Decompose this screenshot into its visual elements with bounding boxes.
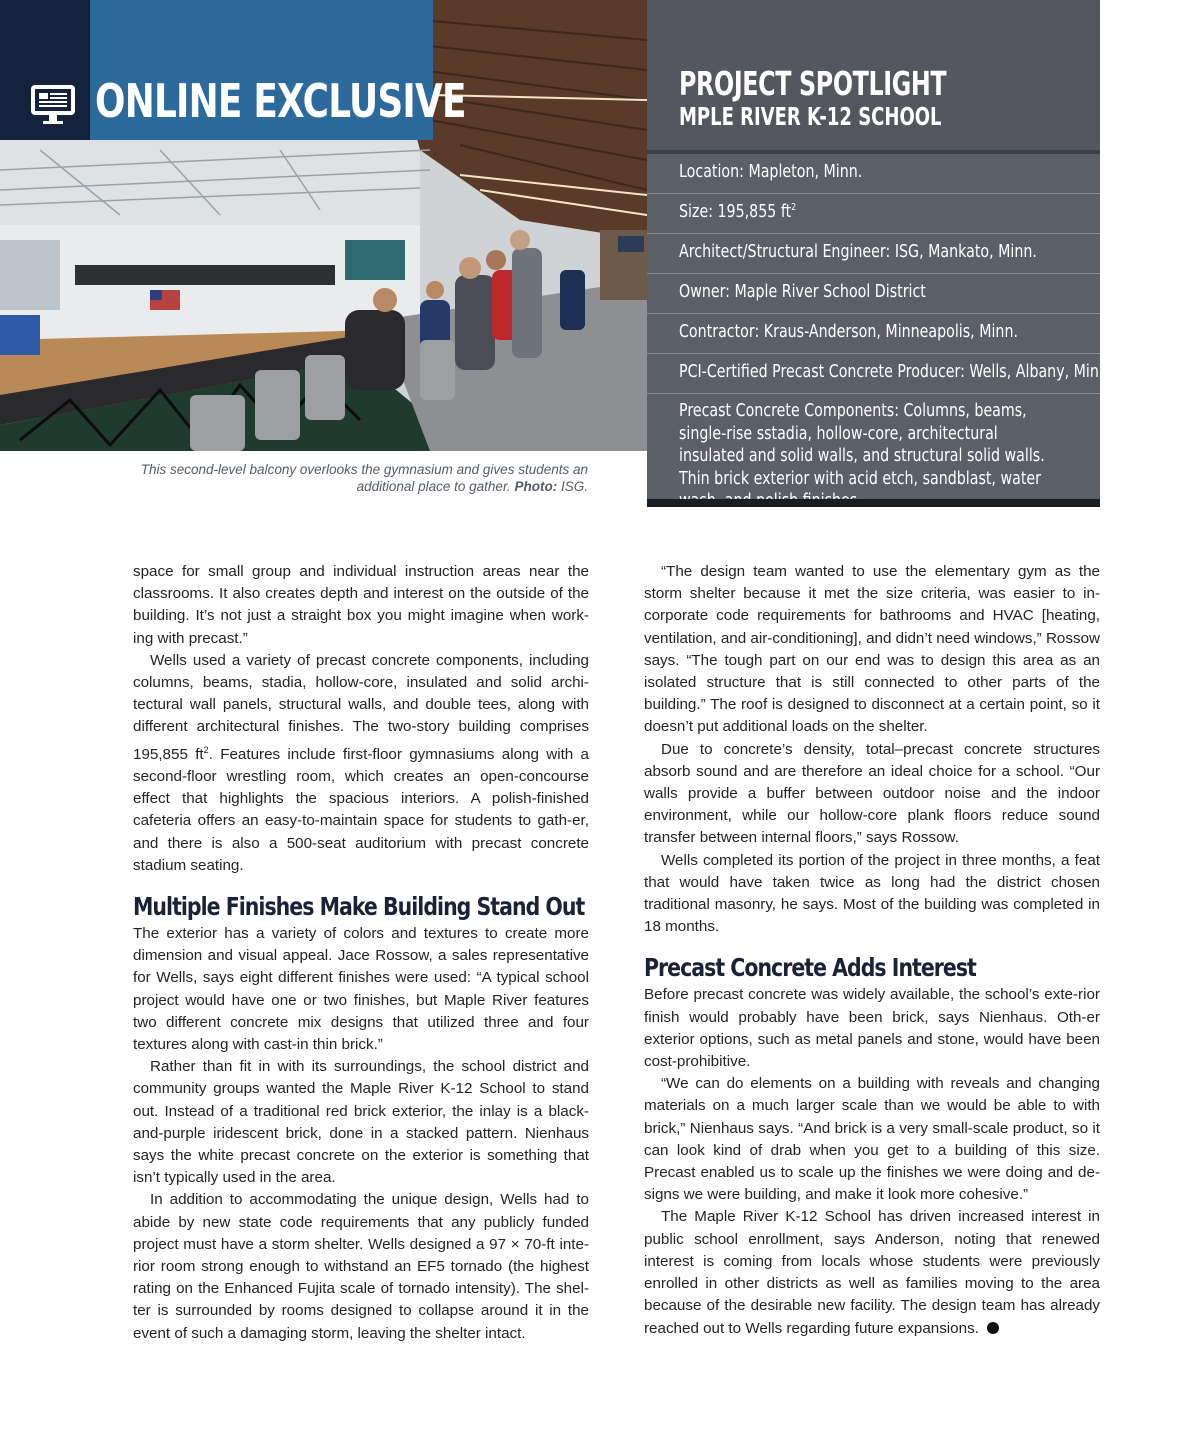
paragraph: Rather than fit in with its surroundings, the school district and community groups wanted the Maple River K-12 School to stand out. Instead of a traditional red brick exterior, the inlay is a black-and-purple iridescent brick, done in a stacked pattern. Nienhaus says the white precast concrete on the exterior is something that isn’t typically used in the area. [133,1058,589,1187]
caption-text: This second-level balcony overlooks the gymnasium and gives students an additional place to gather. [140,462,588,494]
caption-credit-label: Photo: [514,479,558,494]
paragraph: Due to concrete’s density, total–precast concrete structures absorb sound and are therefore an ideal choice for a school. “Our walls provide a buffer between outdoor noise and the indoor environment, while our hollow-core plank floors reduce sound transfer between internal floors,” says Rossow. [644,740,1100,847]
fact-owner-text: Owner: Maple River School District [679,281,926,302]
fact-producer [647,354,1113,394]
fact-size [647,194,1100,234]
paragraph: In addition to accommodating the unique design, Wells had to abide by new state code requirements that any publicly funded project must have a storm shelter. Wells designed a 97 × 70-ft inte-rior room strong enough to withstand an EF5 tornado (the highest rating on the Enhanced Fujita scale of tornado intensity). The shel-ter is surrounded by rooms designed to collapse around it in the event of such a damaging storm, leaving the shelter intact. [133,1191,589,1342]
fact-location [647,154,1100,194]
area-exponent: 2 [203,744,209,755]
size-value: Size: 195,855 ft [679,201,792,222]
right-column [644,561,1100,1340]
paragraph-last [644,1206,1100,1339]
paragraph-part: Wells used a variety of precast concrete components, including columns, beams, stadia, hollow-core, insulated and solid archi-tectural wall panels, structural walls, and double tees, along with different architectural finishes. The two-story building comprises 195,855 ft [133,651,589,763]
fact-contractor [647,314,1100,354]
paragraph: The exterior has a variety of colors and textures to create more dimension and visual appeal. Jace Rossow, a sales representative for Wells, says eight different finishes were used: “A typical school project would have one or two finishes, but Maple River features two different concrete mix designs that utilized three and four textures along with cast-in thin brick.” [133,924,589,1053]
paragraph: “The design team wanted to use the elementary gym as the storm shelter because it met the size criteria, was easier to in-corporate code requirements for bathrooms and HVAC [heating, ventilation, and air-conditioning], and didn’t need windows,” Rossow says. “The tough part on our end was to design this area as an isolated structure that is still connected to other parts of the building.” The roof is designed to disconnect at a certain point, so it doesn’t put additional loads on the shelter. [644,563,1100,736]
section-heading-finishes: Multiple Finishes Make Building Stand Out [133,891,585,921]
project-spotlight-panel [647,0,1113,507]
spotlight-heading: PROJECT SPOTLIGHT [679,64,947,103]
spotlight-subheading: MPLE RIVER K-12 SCHOOL [679,102,942,131]
online-exclusive-banner [0,0,466,140]
photo-caption [128,461,588,495]
paragraph-part: . Features include first-floor gymnasiums along with a second-floor wrestling room, which creates an open-concourse effect that highlights the spacious interiors. A polish-finished cafeteria offers an easy-to-maintain space for students to gath-er, and there is also a 500-seat auditorium with precast concrete stadium seating. [133,745,590,874]
fact-owner [647,274,1100,314]
banner-title: ONLINE EXCLUSIVE [95,74,466,128]
fact-architect-text: Architect/Structural Engineer: ISG, Mankato, Minn. [679,241,1037,262]
spotlight-bottom-bar [647,499,1100,507]
fact-producer-text: PCI-Certified Precast Concrete Producer: Wells, Albany, Minn. [679,361,1113,382]
paragraph: space for small group and individual instruction areas near the classrooms. It also creates depth and interest on the outside of the building. It’s not just a straight box you might imagine when work-ing with precast.” [133,563,589,647]
paragraph: Wells completed its portion of the project in three months, a feat that would have taken twice as long had the district chosen traditional masonry, he says. Most of the building was completed in 18 months. [644,851,1100,936]
fact-contractor-text: Contractor: Kraus-Anderson, Minneapolis, Minn. [679,321,1018,342]
paragraph [133,650,589,877]
left-column [133,561,589,1345]
fact-architect [647,234,1100,274]
fact-location-text: Location: Mapleton, Minn. [679,161,863,182]
section-heading-interest: Precast Concrete Adds Interest [644,953,976,983]
spotlight-header [647,0,1100,150]
paragraph-part: The Maple River K-12 School has driven increased interest in public school enrollment, says Anderson, noting that renewed interest is coming from locals whose students were previously enrolled in other districts as well as families moving to the area because of the desirable new facility. The design team has already reached out to Wells regarding future expansions. [644,1208,1100,1337]
spotlight-facts [647,154,1113,521]
size-exponent: 2 [791,202,797,213]
monitor-icon [30,84,76,131]
paragraph: Before precast concrete was widely available, the school’s exte-rior finish would probably have been brick, says Nienhaus. Oth-er exterior options, such as metal panels and stone, would have been cost-prohibitive. [644,986,1100,1071]
caption-credit: ISG. [560,479,588,494]
end-mark-icon [987,1322,999,1334]
fact-size-text [679,201,796,222]
paragraph: “We can do elements on a building with reveals and changing materials on a much larger scale than we would be able to with brick,” Nienhaus says. “And brick is a very small-scale product, so it can look kind of drab when you get to a building of this size. Precast enabled us to scale up the finishes we were doing and de-signs we were building, and make it look more cohesive.” [644,1075,1100,1204]
fact-components-text: Precast Concrete Components: Columns, beams, single-rise sstadia, hollow-core, architectural insulated and solid walls, and structural solid walls. Thin brick exterior with acid etch, sandblast, water [679,400,1045,489]
